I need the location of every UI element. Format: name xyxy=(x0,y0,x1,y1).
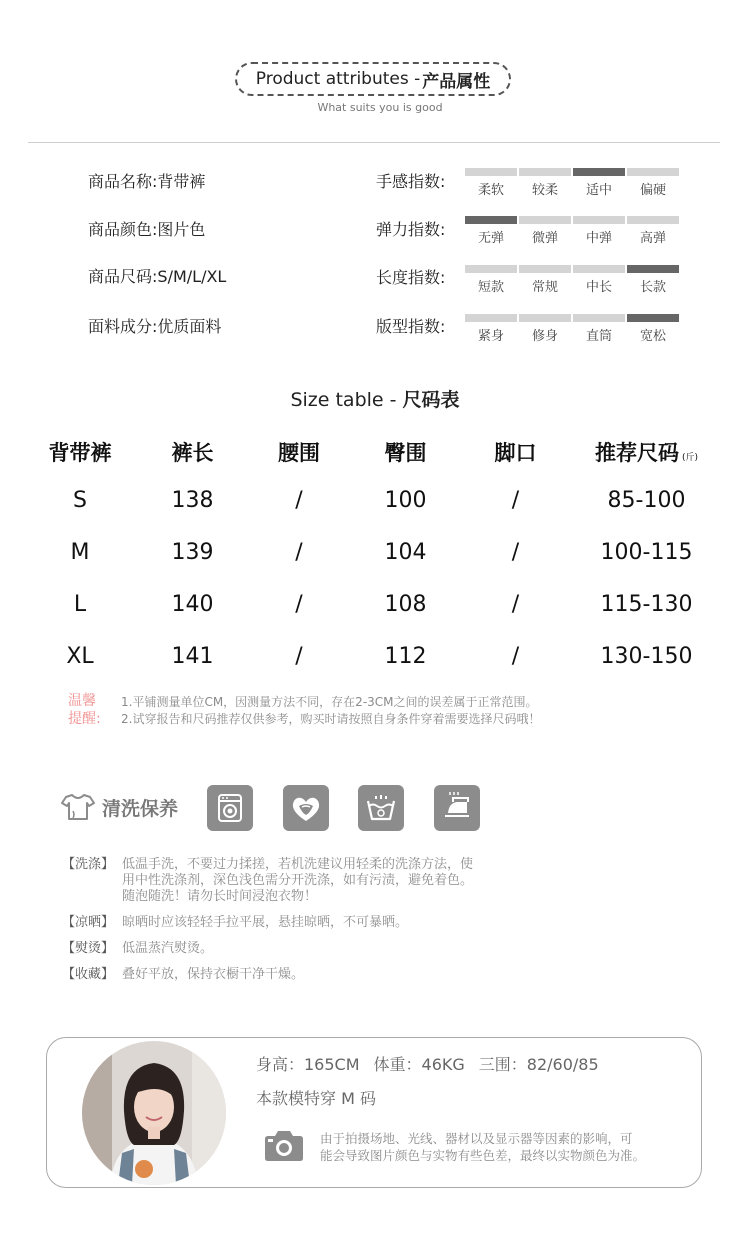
table-cell: 115-130 xyxy=(600,592,693,617)
table-cell: XL xyxy=(66,644,94,669)
rating-label-fit: 版型指数: xyxy=(376,317,446,336)
rating-bar xyxy=(627,168,679,176)
rating-option-label: 适中 xyxy=(585,183,612,198)
table-cell: 140 xyxy=(171,592,214,617)
model-height: 身高：165CM xyxy=(256,1055,360,1074)
rating-option-label: 紧身 xyxy=(477,329,504,344)
notice-label-line: 提醒: xyxy=(68,711,101,727)
rating-bar xyxy=(627,265,679,273)
table-row xyxy=(20,644,720,669)
attribute-value: S/M/L/XL xyxy=(157,267,227,286)
care-item-dry xyxy=(62,915,408,931)
size-table-header xyxy=(20,437,720,467)
table-cell: S xyxy=(73,488,87,513)
column-header-recommended xyxy=(573,437,720,467)
rating-bar xyxy=(465,314,517,322)
rating-option-label: 修身 xyxy=(531,329,558,344)
tshirt-icon xyxy=(60,792,96,822)
rating-option xyxy=(519,265,571,295)
size-table-title xyxy=(0,385,750,412)
care-item-text: 叠好平放，保持衣橱干净干燥。 xyxy=(122,967,305,982)
rating-option xyxy=(465,265,517,295)
care-heading xyxy=(60,792,178,822)
size-title-en: Size table - xyxy=(290,389,403,411)
notice-line: 1.平铺测量单位CM，因测量方法不同，存在2-3CM之间的误差属于正常范围。 xyxy=(121,695,538,709)
model-weight: 体重：46KG xyxy=(373,1055,465,1074)
rating-bar xyxy=(627,216,679,224)
rating-option-label: 柔软 xyxy=(477,183,504,198)
rating-option xyxy=(573,314,625,344)
rating-option xyxy=(519,216,571,246)
table-cell: 104 xyxy=(384,540,427,565)
attribute-label: 商品颜色: xyxy=(88,220,158,239)
table-row xyxy=(20,540,720,565)
table-cell: 112 xyxy=(384,644,427,669)
care-item-storage xyxy=(62,967,304,983)
rating-option xyxy=(465,314,517,344)
model-measurements: 三围：82/60/85 xyxy=(478,1055,599,1074)
attribute-value: 图片色 xyxy=(157,220,206,239)
rating-option-label: 中长 xyxy=(585,280,612,295)
notice-line: 2.试穿报告和尺码推荐仅供参考，购买时请按照自身条件穿着需要选择尺码哦！ xyxy=(121,712,541,726)
rating-bar xyxy=(627,314,679,322)
size-title-zh: 尺码表 xyxy=(402,389,460,411)
table-cell: M xyxy=(70,540,90,565)
rating-bar xyxy=(519,168,571,176)
table-cell: / xyxy=(511,644,520,669)
rating-bar xyxy=(465,216,517,224)
care-item-iron xyxy=(62,941,213,957)
rating-bar xyxy=(519,314,571,322)
rating-option xyxy=(627,314,679,344)
rating-bar xyxy=(519,265,571,273)
column-header: 腰围 xyxy=(278,441,320,465)
product-attributes-title xyxy=(235,62,511,96)
table-cell: / xyxy=(511,488,520,513)
rating-option xyxy=(627,216,679,246)
care-line: 随泡随洗！请勿长时间浸泡衣物！ xyxy=(122,889,318,904)
title-zh: 产品属性 xyxy=(422,71,491,92)
column-header: 背带裤 xyxy=(48,441,112,465)
rating-scale-length xyxy=(465,265,679,295)
title-en: Product attributes - xyxy=(255,69,421,89)
attribute-fabric xyxy=(88,314,221,337)
table-cell: / xyxy=(295,644,303,669)
model-size-note: 本款模特穿 M 码 xyxy=(256,1089,376,1108)
model-stats xyxy=(256,1052,613,1075)
table-cell: 108 xyxy=(384,592,427,617)
care-item-label: 【收藏】 xyxy=(62,967,115,982)
attribute-name xyxy=(88,169,205,192)
rating-bar xyxy=(519,216,571,224)
rating-option xyxy=(627,265,679,295)
table-cell: / xyxy=(511,540,520,565)
table-cell: 141 xyxy=(171,644,214,669)
care-item-wash xyxy=(62,857,473,905)
table-cell: 85-100 xyxy=(607,488,686,513)
care-item-label: 【洗涤】 xyxy=(62,857,115,872)
table-cell: 130-150 xyxy=(600,644,693,669)
table-row xyxy=(20,488,720,513)
disclaimer-line: 能会导致图片颜色与实物有些色差，最终以实物颜色为准。 xyxy=(320,1148,646,1163)
table-cell: / xyxy=(295,488,303,513)
rating-option-label: 宽松 xyxy=(639,329,666,344)
column-header-label: 推荐尺码 xyxy=(594,441,679,465)
column-header: 脚口 xyxy=(494,441,537,465)
rating-scale-fit xyxy=(465,314,679,344)
rating-bar xyxy=(573,216,625,224)
camera-icon xyxy=(262,1129,306,1167)
iron-icon xyxy=(434,785,480,831)
rating-option-label: 偏硬 xyxy=(639,183,666,198)
column-header: 裤长 xyxy=(171,441,214,465)
table-cell: / xyxy=(295,540,303,565)
rating-option-label: 常规 xyxy=(531,280,558,295)
rating-option-label: 长款 xyxy=(639,280,666,295)
rating-option xyxy=(573,265,625,295)
unit-label: (斤) xyxy=(681,453,699,463)
table-row xyxy=(20,592,720,617)
rating-label-elasticity: 弹力指数: xyxy=(376,220,446,239)
rating-bar xyxy=(573,314,625,322)
washing-machine-icon xyxy=(207,785,253,831)
rating-bar xyxy=(465,265,517,273)
attribute-size xyxy=(88,264,226,287)
rating-option-label: 直筒 xyxy=(585,329,612,344)
table-cell: / xyxy=(295,592,303,617)
rating-bar xyxy=(573,168,625,176)
table-cell: L xyxy=(73,592,87,617)
rating-option-label: 较柔 xyxy=(531,183,558,198)
rating-option-label: 短款 xyxy=(477,280,504,295)
attribute-value: 背带裤 xyxy=(157,172,206,191)
attribute-value: 优质面料 xyxy=(157,317,222,336)
rating-scale-feel xyxy=(465,168,679,198)
care-item-label: 【凉晒】 xyxy=(62,915,115,930)
rating-option-label: 高弹 xyxy=(639,231,666,246)
table-cell: 139 xyxy=(171,540,214,565)
care-title: 清洗保养 xyxy=(102,797,179,820)
notice-label-line: 温馨 xyxy=(68,693,96,709)
care-line: 用中性洗涤剂，深色浅色需分开洗涤，如有污渍，避免着色。 xyxy=(122,873,474,888)
hand-wash-icon xyxy=(283,785,329,831)
rating-label-feel: 手感指数: xyxy=(376,172,446,191)
disclaimer-line: 由于拍摄场地、光线、器材以及显示器等因素的影响，可 xyxy=(320,1131,633,1146)
column-header: 臀围 xyxy=(384,441,427,465)
rating-option xyxy=(519,168,571,198)
rating-option xyxy=(627,168,679,198)
rating-label-length: 长度指数: xyxy=(376,268,446,287)
care-item-text: 晾晒时应该轻轻手拉平展，悬挂晾晒，不可暴晒。 xyxy=(122,915,409,930)
subtitle: What suits you is good xyxy=(317,101,443,114)
care-item-label: 【熨烫】 xyxy=(62,941,115,956)
attribute-label: 商品尺码: xyxy=(88,267,158,286)
care-item-text xyxy=(122,857,473,905)
care-line: 低温手洗，不要过力揉搓，若机洗建议用轻柔的洗涤方法，使 xyxy=(122,857,474,872)
model-photo xyxy=(82,1041,226,1185)
rating-option xyxy=(465,216,517,246)
rating-option-label: 微弹 xyxy=(531,231,558,246)
care-item-text: 低温蒸汽熨烫。 xyxy=(122,941,214,956)
rating-option-label: 无弹 xyxy=(477,231,504,246)
table-cell: / xyxy=(511,592,520,617)
rating-scale-elasticity xyxy=(465,216,679,246)
rating-option xyxy=(519,314,571,344)
rating-option xyxy=(573,168,625,198)
rating-option xyxy=(573,216,625,246)
rating-bar xyxy=(573,265,625,273)
wash-basin-icon xyxy=(358,785,404,831)
attribute-label: 商品名称: xyxy=(88,172,158,191)
rating-option-label: 中弹 xyxy=(585,231,612,246)
notice-label xyxy=(68,692,108,728)
table-cell: 100 xyxy=(384,488,427,513)
table-cell: 100-115 xyxy=(600,540,693,565)
attribute-label: 面料成分: xyxy=(88,317,158,336)
color-disclaimer xyxy=(320,1130,645,1164)
rating-bar xyxy=(465,168,517,176)
attribute-color xyxy=(88,217,205,240)
rating-option xyxy=(465,168,517,198)
header-divider xyxy=(28,142,720,143)
table-cell: 138 xyxy=(171,488,214,513)
notice-text xyxy=(121,694,540,728)
